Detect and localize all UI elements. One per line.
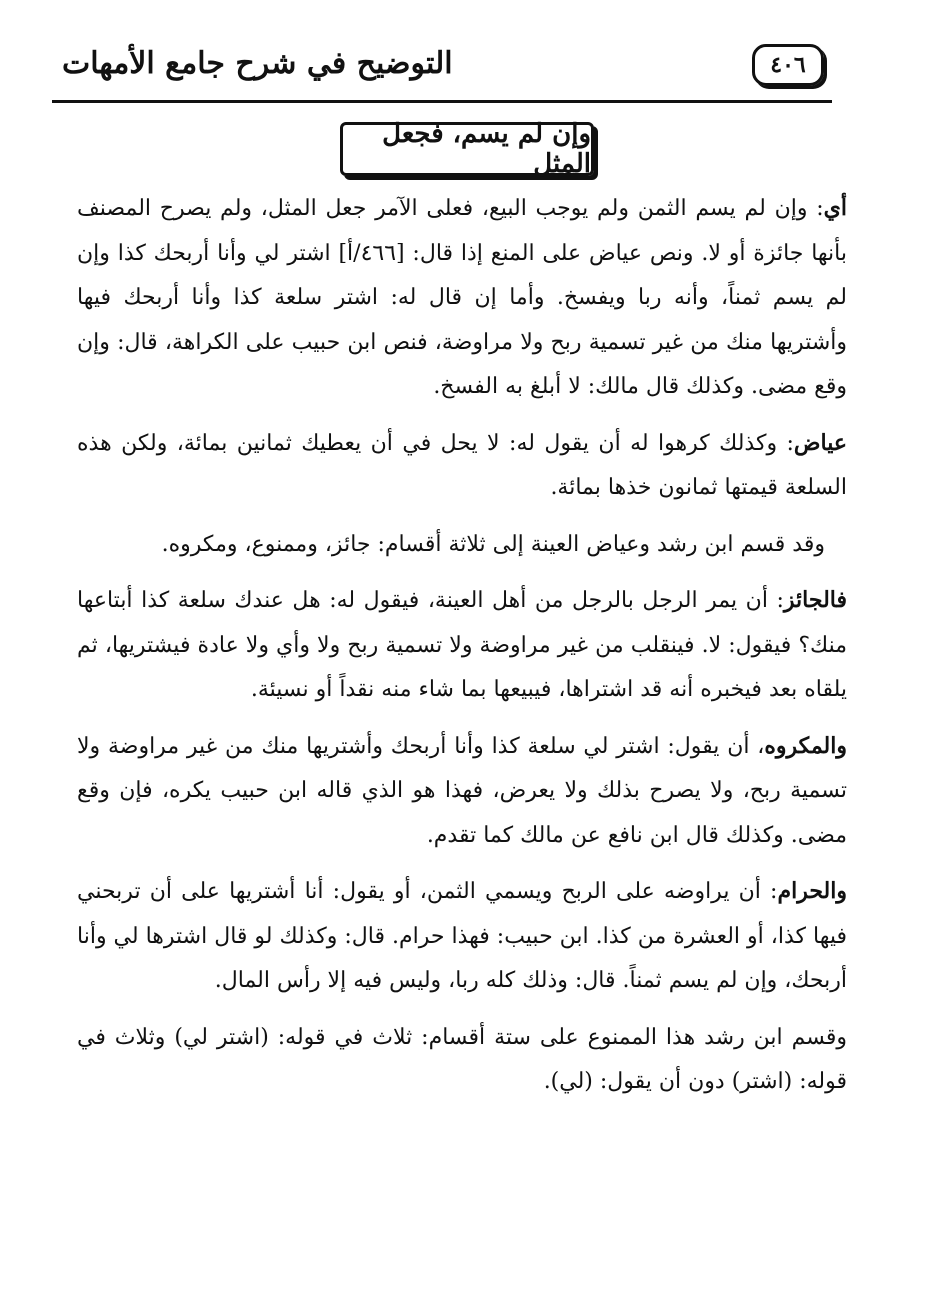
paragraph-text: : وإن لم يسم الثمن ولم يوجب البيع، فعلى الآمر جعل المثل، ولم يصرح المصنف بأنها جائزة أو لا. ونص عياض على المنع إذا قال: [٤٦٦/أ] اشتر لي وأنا أربحك كذا وإن لم يسم ثمناً، وأنه ربا ويفسخ. وأما إن قال له: اشتر سلعة كذا وأنا أربحك فيها وأشتريها منك من غير تسمية ربح ولا مراوضة، فنص ابن حبيب على الكراهة، قال: وإن وقع مضى. وكذلك قال مالك: لا أبلغ به الفسخ. [77, 196, 847, 399]
paragraph-lead: فالجائز [783, 587, 847, 613]
paragraph-text: وقد قسم ابن رشد وعياض العينة إلى ثلاثة أقسام: جائز، وممنوع، ومكروه. [161, 531, 825, 557]
page-number: ٤٠٦ [752, 44, 824, 86]
body-text [77, 186, 847, 1116]
paragraph [77, 421, 847, 511]
matn-quote-box: وإن لم يسم، فجعل المثل [340, 122, 594, 176]
running-title: التوضيح في شرح جامع الأمهات [62, 46, 453, 81]
paragraph [77, 578, 847, 713]
paragraph-lead: عياض [793, 429, 847, 456]
paragraph [77, 1015, 847, 1105]
paragraph-text: : أن يراوضه على الربح ويسمي الثمن، أو يقول: أنا أشتريها على أن تربحني فيها كذا، أو العشرة من كذا. ابن حبيب: فهذا حرام. قال: وكذلك لو قال اشترها لي وأنا أربحك، وإن لم يسم ثمناً. قال: وذلك كله ربا، وليس فيه إلا رأس المال. [77, 879, 847, 993]
paragraph-lead: أي [823, 195, 847, 221]
paragraph-text: : وكذلك كرهوا له أن يقول له: لا يحل في أن يعطيك ثمانين بمائة، ولكن هذه السلعة قيمتها ثمانون خذها بمائة. [77, 430, 847, 500]
paragraph [77, 522, 847, 568]
paragraph-lead: والحرام [777, 878, 847, 904]
paragraph [77, 869, 847, 1004]
paragraph-text: : أن يمر الرجل بالرجل من أهل العينة، فيقول له: هل عندك سلعة كذا أبتاعها منك؟ فيقول: لا. فينقلب من غير مراوضة ولا تسمية ربح ولا وأي ولا عادة فيشتريها، ثم يلقاه بعد فيخبره أنه قد اشتراها، فيبيعها بما شاء منه نقداً أو نسيئة. [77, 588, 847, 702]
paragraph-text: وقسم ابن رشد هذا الممنوع على ستة أقسام: ثلاث في قوله: (اشتر لي) وثلاث في قوله: (اشتر) دون أن يقول: (لي). [77, 1024, 847, 1094]
paragraph-text: ، أن يقول: اشتر لي سلعة كذا وأنا أربحك وأشتريها منك من غير مراوضة ولا تسمية ربح، ولا يصرح بذلك ولا يعرض، فهذا هو الذي قاله ابن حبيب يكره، فإن وقع مضى. وكذلك قال ابن نافع عن مالك كما تقدم. [77, 733, 847, 848]
paragraph [77, 724, 847, 859]
paragraph [77, 186, 847, 410]
page-header [52, 40, 832, 103]
paragraph-lead: والمكروه [764, 732, 847, 759]
